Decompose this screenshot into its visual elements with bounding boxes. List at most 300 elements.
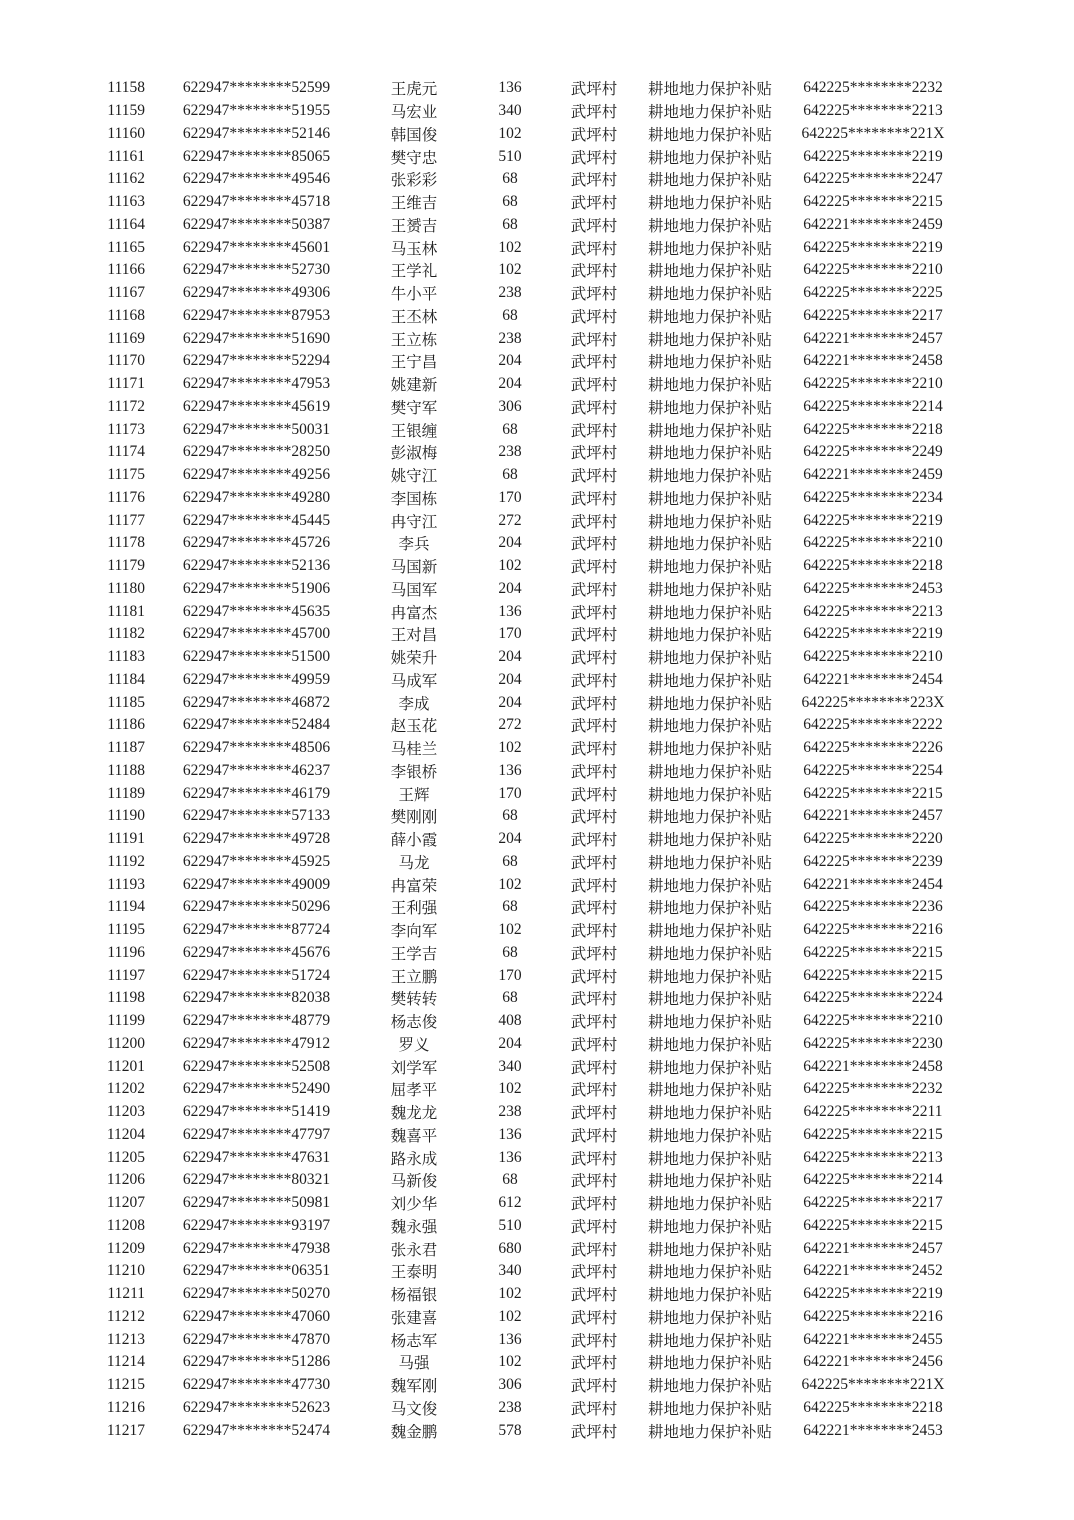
row-seq: 11160 bbox=[107, 124, 145, 142]
row-seq: 11217 bbox=[106, 1421, 145, 1439]
row-name: 路永成 bbox=[390, 1150, 438, 1168]
table-row bbox=[82, 669, 966, 692]
row-seq: 11172 bbox=[107, 397, 145, 415]
row-name: 杨志俊 bbox=[390, 1014, 438, 1032]
row-seq: 11159 bbox=[107, 102, 145, 120]
row-account-masked: 642225********2210 bbox=[803, 261, 943, 279]
row-id-masked: 622947********45445 bbox=[182, 511, 331, 529]
row-village: 武坪村 bbox=[570, 445, 618, 463]
row-seq: 11171 bbox=[107, 375, 145, 393]
row-village: 武坪村 bbox=[570, 1127, 618, 1145]
row-amount: 102 bbox=[498, 124, 522, 142]
row-subsidy-type: 耕地地力保护补贴 bbox=[647, 104, 772, 122]
row-name: 王宁昌 bbox=[390, 354, 438, 372]
row-village: 武坪村 bbox=[570, 741, 618, 759]
row-name: 马国军 bbox=[390, 581, 438, 599]
row-account-masked: 642225********2234 bbox=[803, 488, 943, 506]
table-row bbox=[82, 1192, 966, 1215]
row-account-masked: 642221********2459 bbox=[803, 215, 943, 233]
row-subsidy-type: 耕地地力保护补贴 bbox=[647, 1309, 772, 1327]
row-id-masked: 622947********52730 bbox=[182, 261, 331, 279]
row-seq: 11167 bbox=[107, 284, 145, 302]
row-name: 李兵 bbox=[398, 536, 430, 554]
row-village: 武坪村 bbox=[570, 217, 618, 235]
row-subsidy-type: 耕地地力保护补贴 bbox=[647, 377, 772, 395]
row-id-masked: 622947********52599 bbox=[182, 79, 331, 97]
row-account-masked: 642225********2216 bbox=[803, 1307, 943, 1325]
row-account-masked: 642225********2215 bbox=[803, 193, 943, 211]
row-id-masked: 622947********52474 bbox=[182, 1421, 331, 1439]
row-subsidy-type: 耕地地力保护补贴 bbox=[647, 991, 772, 1009]
row-subsidy-type: 耕地地力保护补贴 bbox=[647, 968, 772, 986]
row-village: 武坪村 bbox=[570, 104, 618, 122]
row-village: 武坪村 bbox=[570, 1014, 618, 1032]
row-seq: 11202 bbox=[106, 1080, 145, 1098]
row-name: 马玉林 bbox=[390, 240, 438, 258]
row-id-masked: 622947********47953 bbox=[182, 375, 331, 393]
row-account-masked: 642225********2211 bbox=[803, 1103, 943, 1121]
row-account-masked: 642225********2247 bbox=[803, 170, 943, 188]
row-account-masked: 642225********2219 bbox=[803, 238, 943, 256]
row-amount: 204 bbox=[498, 579, 522, 597]
row-subsidy-type: 耕地地力保护补贴 bbox=[647, 718, 772, 736]
row-seq: 11164 bbox=[107, 215, 145, 233]
row-amount: 102 bbox=[498, 557, 522, 575]
row-name: 樊转转 bbox=[390, 991, 438, 1009]
row-seq: 11190 bbox=[107, 807, 145, 825]
table-row bbox=[82, 828, 966, 851]
row-id-masked: 622947********47631 bbox=[182, 1148, 331, 1166]
table-row bbox=[82, 327, 966, 350]
table-row bbox=[82, 1374, 966, 1397]
table-row bbox=[82, 1010, 966, 1033]
row-amount: 68 bbox=[502, 1171, 518, 1189]
row-account-masked: 642225********2218 bbox=[803, 420, 943, 438]
row-seq: 11166 bbox=[107, 261, 145, 279]
row-amount: 238 bbox=[498, 443, 522, 461]
row-id-masked: 622947********45601 bbox=[182, 238, 331, 256]
row-village: 武坪村 bbox=[570, 854, 618, 872]
table-row bbox=[82, 1055, 966, 1078]
table-row bbox=[82, 555, 966, 578]
row-name: 屈孝平 bbox=[390, 1082, 438, 1100]
table-row bbox=[82, 1101, 966, 1124]
row-amount: 68 bbox=[502, 898, 518, 916]
row-id-masked: 622947********49728 bbox=[182, 830, 331, 848]
row-id-masked: 622947********46179 bbox=[182, 784, 331, 802]
table-row bbox=[82, 1146, 966, 1169]
row-amount: 510 bbox=[498, 1216, 522, 1234]
row-village: 武坪村 bbox=[570, 1423, 618, 1441]
row-seq: 11169 bbox=[107, 329, 145, 347]
table-row bbox=[82, 1283, 966, 1306]
row-name: 王银缠 bbox=[390, 422, 438, 440]
row-name: 彭淑梅 bbox=[390, 445, 438, 463]
row-name: 王利强 bbox=[390, 900, 438, 918]
row-id-masked: 622947********52623 bbox=[182, 1398, 331, 1416]
row-village: 武坪村 bbox=[570, 627, 618, 645]
row-account-masked: 642225********2218 bbox=[803, 1398, 943, 1416]
row-subsidy-type: 耕地地力保护补贴 bbox=[647, 513, 772, 531]
row-amount: 102 bbox=[498, 739, 522, 757]
row-name: 王泰明 bbox=[390, 1264, 438, 1282]
row-village: 武坪村 bbox=[570, 877, 618, 895]
row-id-masked: 622947********06351 bbox=[182, 1262, 331, 1280]
row-account-masked: 642221********2454 bbox=[803, 670, 943, 688]
table-row bbox=[82, 396, 966, 419]
row-subsidy-type: 耕地地力保护补贴 bbox=[647, 1082, 772, 1100]
row-name: 马成军 bbox=[390, 672, 438, 690]
row-id-masked: 622947********52146 bbox=[182, 124, 331, 142]
row-account-masked: 642225********223X bbox=[801, 693, 945, 711]
row-amount: 68 bbox=[502, 943, 518, 961]
row-account-masked: 642221********2456 bbox=[803, 1353, 943, 1371]
row-id-masked: 622947********93197 bbox=[182, 1216, 331, 1234]
row-village: 武坪村 bbox=[570, 1059, 618, 1077]
row-id-masked: 622947********50031 bbox=[182, 420, 331, 438]
row-account-masked: 642225********2219 bbox=[803, 625, 943, 643]
table-row bbox=[82, 873, 966, 896]
row-village: 武坪村 bbox=[570, 1287, 618, 1305]
row-amount: 612 bbox=[498, 1194, 522, 1212]
row-name: 韩国俊 bbox=[390, 126, 438, 144]
row-name: 马桂兰 bbox=[390, 741, 438, 759]
row-subsidy-type: 耕地地力保护补贴 bbox=[647, 81, 772, 99]
row-seq: 11158 bbox=[107, 79, 145, 97]
row-amount: 204 bbox=[498, 648, 522, 666]
row-seq: 11207 bbox=[106, 1194, 145, 1212]
row-name: 王维吉 bbox=[390, 195, 438, 213]
table-row bbox=[82, 1215, 966, 1238]
row-amount: 136 bbox=[498, 79, 522, 97]
row-account-masked: 642225********2230 bbox=[803, 1034, 943, 1052]
row-id-masked: 622947********46237 bbox=[182, 761, 331, 779]
row-amount: 102 bbox=[498, 1285, 522, 1303]
row-id-masked: 622947********45718 bbox=[182, 193, 331, 211]
row-subsidy-type: 耕地地力保护补贴 bbox=[647, 1241, 772, 1259]
row-id-masked: 622947********48779 bbox=[182, 1012, 331, 1030]
row-amount: 170 bbox=[498, 784, 522, 802]
row-amount: 102 bbox=[498, 1080, 522, 1098]
row-seq: 11200 bbox=[106, 1034, 145, 1052]
row-amount: 204 bbox=[498, 693, 522, 711]
row-amount: 102 bbox=[498, 1353, 522, 1371]
row-subsidy-type: 耕地地力保护补贴 bbox=[647, 1105, 772, 1123]
row-id-masked: 622947********50270 bbox=[182, 1285, 331, 1303]
table-row bbox=[82, 919, 966, 942]
row-village: 武坪村 bbox=[570, 604, 618, 622]
row-name: 王学吉 bbox=[390, 945, 438, 963]
row-amount: 102 bbox=[498, 261, 522, 279]
row-subsidy-type: 耕地地力保护补贴 bbox=[647, 490, 772, 508]
row-name: 刘少华 bbox=[390, 1196, 438, 1214]
row-amount: 136 bbox=[498, 1148, 522, 1166]
table-row bbox=[82, 418, 966, 441]
row-name: 魏金鹏 bbox=[390, 1423, 438, 1441]
row-id-masked: 622947********49306 bbox=[182, 284, 331, 302]
table-row bbox=[82, 1351, 966, 1374]
row-seq: 11178 bbox=[107, 534, 145, 552]
row-amount: 68 bbox=[502, 420, 518, 438]
row-name: 马文俊 bbox=[390, 1400, 438, 1418]
row-subsidy-type: 耕地地力保护补贴 bbox=[647, 1264, 772, 1282]
row-village: 武坪村 bbox=[570, 650, 618, 668]
row-amount: 238 bbox=[498, 284, 522, 302]
table-row bbox=[82, 464, 966, 487]
table-row bbox=[82, 964, 966, 987]
row-account-masked: 642221********2457 bbox=[803, 1239, 943, 1257]
row-account-masked: 642225********2453 bbox=[803, 579, 943, 597]
row-village: 武坪村 bbox=[570, 468, 618, 486]
row-village: 武坪村 bbox=[570, 536, 618, 554]
row-seq: 11161 bbox=[107, 147, 145, 165]
row-account-masked: 642225********2215 bbox=[803, 1216, 943, 1234]
table-row bbox=[82, 987, 966, 1010]
row-account-masked: 642225********2224 bbox=[803, 989, 943, 1007]
row-seq: 11180 bbox=[107, 579, 145, 597]
row-account-masked: 642221********2457 bbox=[803, 329, 943, 347]
row-seq: 11181 bbox=[107, 602, 145, 620]
row-amount: 68 bbox=[502, 466, 518, 484]
table-row bbox=[82, 1306, 966, 1329]
row-village: 武坪村 bbox=[570, 718, 618, 736]
row-account-masked: 642225********2232 bbox=[803, 1080, 943, 1098]
row-name: 王立栋 bbox=[390, 331, 438, 349]
row-subsidy-type: 耕地地力保护补贴 bbox=[647, 1423, 772, 1441]
row-seq: 11198 bbox=[107, 989, 145, 1007]
row-account-masked: 642225********2217 bbox=[803, 306, 943, 324]
row-village: 武坪村 bbox=[570, 422, 618, 440]
row-village: 武坪村 bbox=[570, 945, 618, 963]
row-village: 武坪村 bbox=[570, 763, 618, 781]
row-amount: 68 bbox=[502, 852, 518, 870]
row-seq: 11208 bbox=[106, 1216, 145, 1234]
row-amount: 102 bbox=[498, 875, 522, 893]
row-account-masked: 642225********2254 bbox=[803, 761, 943, 779]
row-amount: 68 bbox=[502, 215, 518, 233]
row-village: 武坪村 bbox=[570, 968, 618, 986]
row-seq: 11177 bbox=[107, 511, 145, 529]
table-row bbox=[82, 1033, 966, 1056]
row-account-masked: 642225********2215 bbox=[803, 1125, 943, 1143]
row-name: 王辉 bbox=[398, 786, 430, 804]
row-village: 武坪村 bbox=[570, 1173, 618, 1191]
row-amount: 102 bbox=[498, 238, 522, 256]
table-row bbox=[82, 487, 966, 510]
row-village: 武坪村 bbox=[570, 149, 618, 167]
row-account-masked: 642225********2214 bbox=[803, 397, 943, 415]
row-name: 李国栋 bbox=[390, 490, 438, 508]
row-amount: 170 bbox=[498, 625, 522, 643]
row-id-masked: 622947********49546 bbox=[182, 170, 331, 188]
row-seq: 11165 bbox=[107, 238, 145, 256]
table-row bbox=[82, 1237, 966, 1260]
row-seq: 11211 bbox=[107, 1285, 145, 1303]
row-subsidy-type: 耕地地力保护补贴 bbox=[647, 445, 772, 463]
table-row bbox=[82, 1078, 966, 1101]
row-seq: 11205 bbox=[106, 1148, 145, 1166]
table-row bbox=[82, 646, 966, 669]
row-seq: 11194 bbox=[107, 898, 145, 916]
row-subsidy-type: 耕地地力保护补贴 bbox=[647, 923, 772, 941]
row-subsidy-type: 耕地地力保护补贴 bbox=[647, 741, 772, 759]
row-id-masked: 622947********45619 bbox=[182, 397, 331, 415]
table-row bbox=[82, 509, 966, 532]
row-seq: 11186 bbox=[107, 716, 145, 734]
row-seq: 11203 bbox=[106, 1103, 145, 1121]
row-account-masked: 642225********2217 bbox=[803, 1194, 943, 1212]
row-account-masked: 642225********2232 bbox=[803, 79, 943, 97]
row-id-masked: 622947********45635 bbox=[182, 602, 331, 620]
row-id-masked: 622947********48506 bbox=[182, 739, 331, 757]
row-village: 武坪村 bbox=[570, 1218, 618, 1236]
table-row bbox=[82, 282, 966, 305]
table-row bbox=[82, 305, 966, 328]
row-subsidy-type: 耕地地力保护补贴 bbox=[647, 1059, 772, 1077]
row-amount: 68 bbox=[502, 807, 518, 825]
row-name: 魏永强 bbox=[390, 1218, 438, 1236]
row-subsidy-type: 耕地地力保护补贴 bbox=[647, 559, 772, 577]
row-account-masked: 642225********2249 bbox=[803, 443, 943, 461]
row-subsidy-type: 耕地地力保护补贴 bbox=[647, 536, 772, 554]
row-id-masked: 622947********51955 bbox=[182, 102, 331, 120]
row-id-masked: 622947********51500 bbox=[182, 648, 331, 666]
row-subsidy-type: 耕地地力保护补贴 bbox=[647, 240, 772, 258]
row-account-masked: 642225********221X bbox=[801, 1376, 945, 1394]
row-id-masked: 622947********28250 bbox=[182, 443, 331, 461]
row-seq: 11163 bbox=[107, 193, 145, 211]
row-amount: 136 bbox=[498, 602, 522, 620]
row-id-masked: 622947********49256 bbox=[182, 466, 331, 484]
row-amount: 68 bbox=[502, 193, 518, 211]
row-id-masked: 622947********47060 bbox=[182, 1307, 331, 1325]
row-account-masked: 642225********2236 bbox=[803, 898, 943, 916]
row-id-masked: 622947********82038 bbox=[182, 989, 331, 1007]
row-village: 武坪村 bbox=[570, 1082, 618, 1100]
table-row bbox=[82, 1124, 966, 1147]
row-id-masked: 622947********85065 bbox=[182, 147, 331, 165]
row-subsidy-type: 耕地地力保护补贴 bbox=[647, 627, 772, 645]
row-id-masked: 622947********87953 bbox=[182, 306, 331, 324]
table-row bbox=[82, 350, 966, 373]
row-seq: 11188 bbox=[107, 761, 145, 779]
row-amount: 68 bbox=[502, 306, 518, 324]
row-seq: 11162 bbox=[107, 170, 145, 188]
row-account-masked: 642221********2459 bbox=[803, 466, 943, 484]
row-subsidy-type: 耕地地力保护补贴 bbox=[647, 900, 772, 918]
row-id-masked: 622947********47870 bbox=[182, 1330, 331, 1348]
row-village: 武坪村 bbox=[570, 581, 618, 599]
row-amount: 204 bbox=[498, 375, 522, 393]
row-village: 武坪村 bbox=[570, 1332, 618, 1350]
row-subsidy-type: 耕地地力保护补贴 bbox=[647, 399, 772, 417]
row-name: 马宏业 bbox=[390, 104, 438, 122]
row-subsidy-type: 耕地地力保护补贴 bbox=[647, 877, 772, 895]
row-account-masked: 642221********2453 bbox=[803, 1421, 943, 1439]
row-subsidy-type: 耕地地力保护补贴 bbox=[647, 809, 772, 827]
row-name: 王丕林 bbox=[390, 308, 438, 326]
row-account-masked: 642225********2214 bbox=[803, 1171, 943, 1189]
row-village: 武坪村 bbox=[570, 786, 618, 804]
row-amount: 272 bbox=[498, 716, 522, 734]
row-village: 武坪村 bbox=[570, 377, 618, 395]
table-row bbox=[82, 123, 966, 146]
row-village: 武坪村 bbox=[570, 1036, 618, 1054]
row-amount: 238 bbox=[498, 1398, 522, 1416]
row-subsidy-type: 耕地地力保护补贴 bbox=[647, 1014, 772, 1032]
row-seq: 11212 bbox=[106, 1307, 145, 1325]
row-id-masked: 622947********45726 bbox=[182, 534, 331, 552]
row-subsidy-type: 耕地地力保护补贴 bbox=[647, 468, 772, 486]
row-account-masked: 642225********2215 bbox=[803, 943, 943, 961]
row-village: 武坪村 bbox=[570, 240, 618, 258]
table-row bbox=[82, 942, 966, 965]
row-id-masked: 622947********80321 bbox=[182, 1171, 331, 1189]
row-subsidy-type: 耕地地力保护补贴 bbox=[647, 650, 772, 668]
row-seq: 11216 bbox=[106, 1398, 145, 1416]
row-id-masked: 622947********52484 bbox=[182, 716, 331, 734]
row-subsidy-type: 耕地地力保护补贴 bbox=[647, 1332, 772, 1350]
row-amount: 68 bbox=[502, 170, 518, 188]
table-row bbox=[82, 259, 966, 282]
row-village: 武坪村 bbox=[570, 399, 618, 417]
row-subsidy-type: 耕地地力保护补贴 bbox=[647, 1127, 772, 1145]
row-id-masked: 622947********47730 bbox=[182, 1376, 331, 1394]
row-id-masked: 622947********50296 bbox=[182, 898, 331, 916]
row-id-masked: 622947********52490 bbox=[182, 1080, 331, 1098]
table-row bbox=[82, 851, 966, 874]
row-village: 武坪村 bbox=[570, 809, 618, 827]
row-seq: 11179 bbox=[107, 557, 145, 575]
row-seq: 11170 bbox=[107, 352, 145, 370]
row-village: 武坪村 bbox=[570, 1355, 618, 1373]
row-id-masked: 622947********52136 bbox=[182, 557, 331, 575]
row-name: 赵玉花 bbox=[390, 718, 438, 736]
row-subsidy-type: 耕地地力保护补贴 bbox=[647, 832, 772, 850]
row-village: 武坪村 bbox=[570, 81, 618, 99]
row-village: 武坪村 bbox=[570, 331, 618, 349]
row-account-masked: 642225********2219 bbox=[803, 511, 943, 529]
row-subsidy-type: 耕地地力保护补贴 bbox=[647, 126, 772, 144]
subsidy-table bbox=[82, 77, 966, 1442]
row-village: 武坪村 bbox=[570, 1196, 618, 1214]
table-row bbox=[82, 600, 966, 623]
row-amount: 136 bbox=[498, 761, 522, 779]
row-account-masked: 642225********2219 bbox=[803, 1285, 943, 1303]
row-name: 张永君 bbox=[390, 1241, 438, 1259]
row-amount: 306 bbox=[498, 397, 522, 415]
row-seq: 11185 bbox=[107, 693, 145, 711]
row-id-masked: 622947********52508 bbox=[182, 1057, 331, 1075]
table-row bbox=[82, 236, 966, 259]
row-account-masked: 642225********2219 bbox=[803, 147, 943, 165]
row-id-masked: 622947********49959 bbox=[182, 670, 331, 688]
row-subsidy-type: 耕地地力保护补贴 bbox=[647, 672, 772, 690]
table-row bbox=[82, 145, 966, 168]
table-row bbox=[82, 896, 966, 919]
row-amount: 238 bbox=[498, 1103, 522, 1121]
row-subsidy-type: 耕地地力保护补贴 bbox=[647, 286, 772, 304]
row-subsidy-type: 耕地地力保护补贴 bbox=[647, 172, 772, 190]
row-village: 武坪村 bbox=[570, 263, 618, 281]
row-seq: 11209 bbox=[106, 1239, 145, 1257]
table-row bbox=[82, 714, 966, 737]
row-subsidy-type: 耕地地力保护补贴 bbox=[647, 308, 772, 326]
row-village: 武坪村 bbox=[570, 1264, 618, 1282]
row-id-masked: 622947********47938 bbox=[182, 1239, 331, 1257]
row-amount: 170 bbox=[498, 488, 522, 506]
row-name: 姚守江 bbox=[390, 468, 438, 486]
